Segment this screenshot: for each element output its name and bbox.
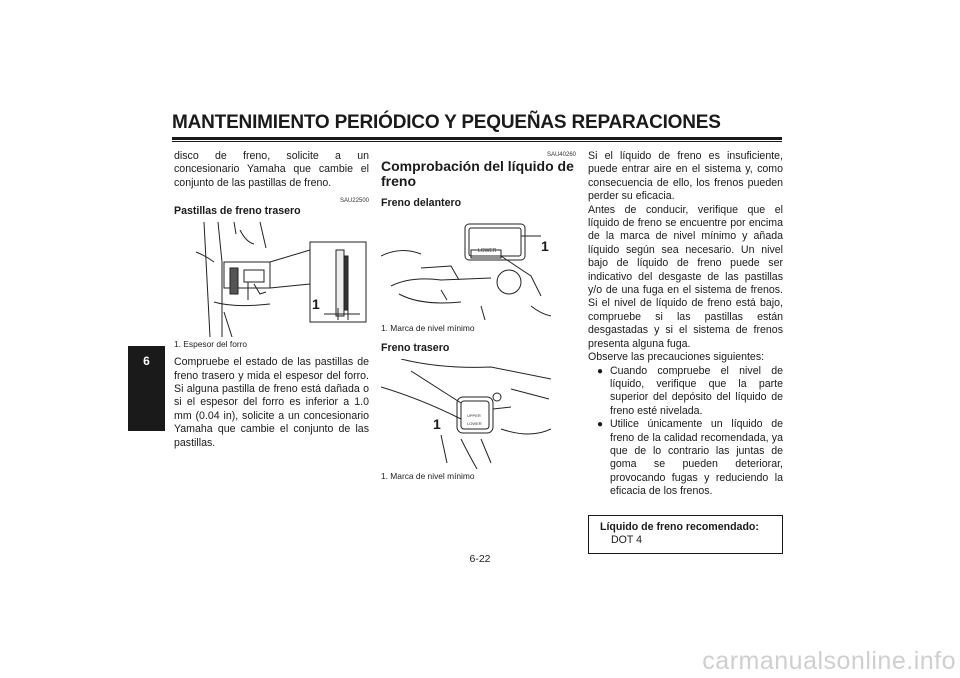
bullet-text: Utilice únicamente un líquido de freno de la calidad recomendada, ya que de lo contrario las juntas de goma se pueden deteriorar, provocando fugas y reduciendo la eficacia de los frenos. (610, 418, 783, 498)
page-title: MANTENIMIENTO PERIÓDICO Y PEQUEÑAS REPARACIONES (172, 112, 721, 133)
figure-callout: 1 (541, 238, 549, 254)
header-rule (172, 137, 782, 140)
list-item (588, 418, 783, 498)
rear-pads-heading: Pastillas de freno trasero (174, 205, 301, 218)
section-code: SAU40260 (546, 152, 576, 158)
lower-mark: LOWER (467, 421, 482, 426)
rear-brake-heading: Freno trasero (381, 342, 450, 354)
column-2 (381, 150, 576, 482)
paragraph-before-riding: Antes de conducir, verifique que el líquido de freno se encuentre por encima de la marca de nivel mínimo y añada líquido según sea necesario. Un nivel bajo de líquido de freno puede ser indicativo del desgaste de las pastillas y/o de una fuga en el sistema de frenos. Si el nivel de líquido de freno está bajo, compruebe si las pastillas están desgastadas y si el sistema de frenos presenta alguna fuga. (588, 203, 783, 350)
paragraph-precautions: Observe las precauciones siguientes: (588, 351, 765, 364)
lower-mark: LOWER (478, 248, 497, 254)
column-1 (174, 150, 369, 450)
watermark: carmanualsonline.info (702, 647, 956, 675)
column-3 (588, 150, 783, 554)
figure-caption: 1. Marca de nivel mínimo (381, 471, 475, 481)
section-title: Comprobación del líquido de freno (381, 158, 574, 189)
bullet-icon: ● (597, 365, 604, 377)
list-item (588, 365, 783, 419)
rear-reservoir-illustration (381, 359, 551, 469)
paragraph-insufficient-fluid: Si el líquido de freno es insuficiente, puede entrar aire en el sistema y, como consecuencia de ello, los frenos pueden perder su eficacia. (588, 150, 783, 203)
figure-callout: 1 (433, 416, 441, 432)
chapter-tab: 6 (128, 346, 165, 431)
bullet-icon: ● (597, 419, 604, 431)
brake-pad-illustration (174, 222, 369, 337)
intro-paragraph: disco de freno, solicite a un concesionario Yamaha que cambie el conjunto de las pastillas de freno. (174, 150, 369, 189)
rear-pads-figure (174, 222, 369, 337)
front-brake-figure (381, 216, 551, 321)
front-brake-heading: Freno delantero (381, 197, 462, 209)
box-value: DOT 4 (611, 533, 643, 546)
rear-brake-figure (381, 359, 551, 469)
figure-caption: 1. Espesor del forro (174, 339, 248, 350)
rear-pads-paragraph: Compruebe el estado de las pastillas de freno trasero y mida el espesor del forro. Si alguna pastilla de freno está dañada o si el espesor del forro es inferior a 1.0 mm (0.04 in), solicite a un concesionario Yamaha que cambie el conjunto de las pastillas. (174, 356, 369, 449)
precautions-list (588, 365, 783, 499)
box-title: Líquido de freno recomendado: (600, 520, 759, 533)
recommended-fluid-box (588, 515, 783, 554)
page-number: 6-22 (469, 553, 491, 565)
front-reservoir-illustration (381, 216, 551, 321)
bullet-text: Cuando compruebe el nivel de líquido, verifique que la parte superior del depósito del líquido de freno esté nivelada. (610, 364, 783, 417)
figure-callout: 1 (312, 296, 320, 313)
header-rule-thin (172, 141, 782, 142)
section-code: SAU22500 (339, 198, 369, 205)
upper-mark: UPPER (467, 413, 481, 418)
figure-caption: 1. Marca de nivel mínimo (381, 323, 475, 333)
